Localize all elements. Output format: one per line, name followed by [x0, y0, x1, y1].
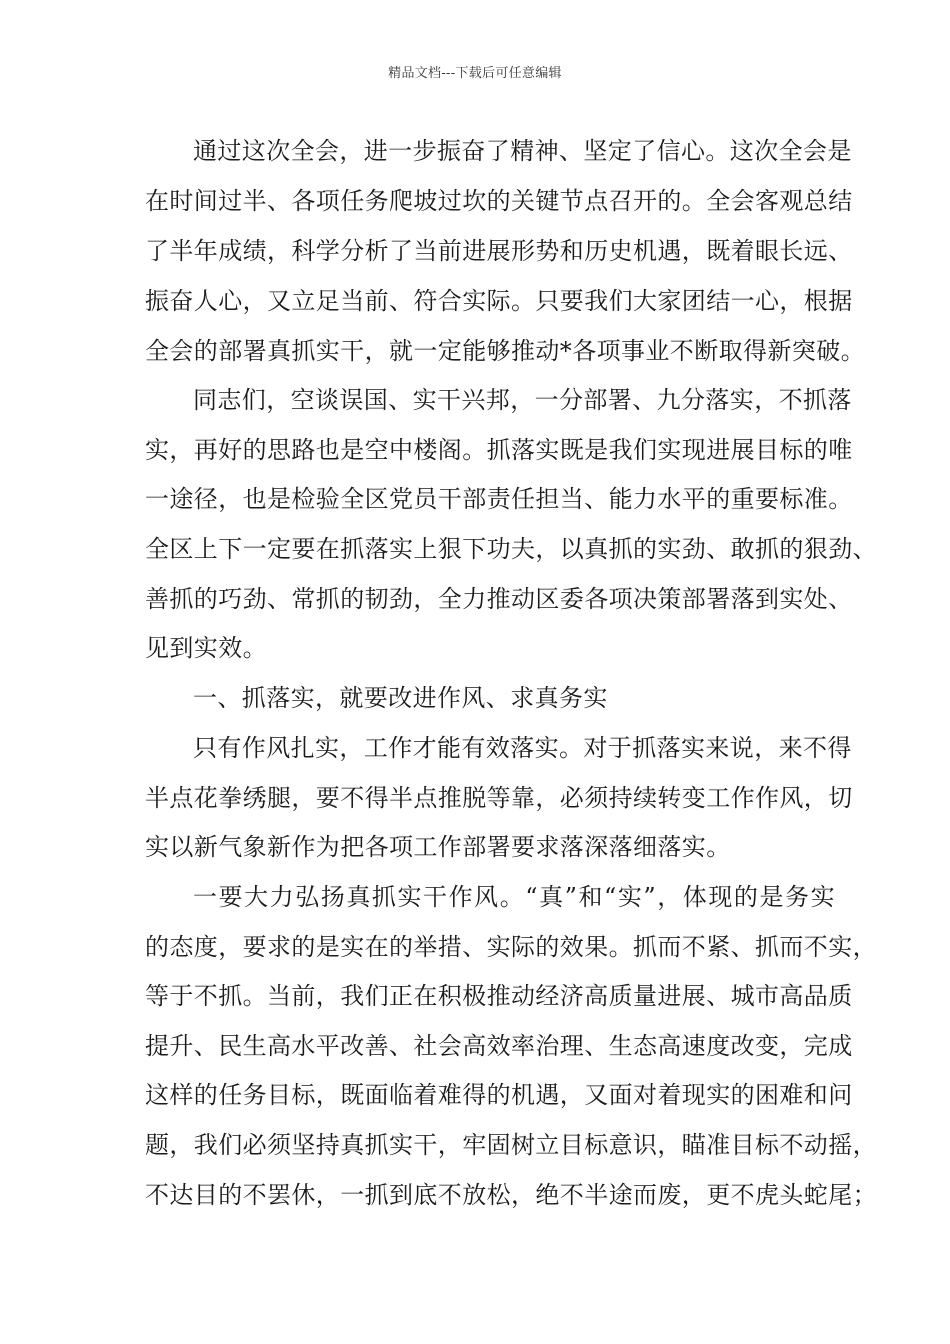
text-line: 振奋人心，又立足当前、符合实际。只要我们大家团结一心，根据 — [145, 287, 853, 315]
text-line: 提升、民生高水平改善、社会高效率治理、生态高速度改变，完成 — [145, 1032, 853, 1060]
page-header: 精品文档---下载后可任意编辑 — [388, 66, 562, 81]
text-line: 只有作风扎实，工作才能有效落实。对于抓落实来说，来不得 — [193, 734, 852, 762]
text-line: 实以新气象新作为把各项工作部署要求落深落细落实。 — [145, 833, 731, 861]
text-line: 见到实效。 — [145, 634, 267, 662]
text-line: 了半年成绩，科学分析了当前进展形势和历史机遇，既着眼长远、 — [145, 237, 853, 265]
text-line: 一要大力弘扬真抓实干作风。“真”和“实”，体现的是务实 — [193, 883, 835, 911]
text-line: 题，我们必须坚持真抓实干，牢固树立目标意识，瞄准目标不动摇， — [145, 1131, 877, 1159]
text-line: 实，再好的思路也是空中楼阁。抓落实既是我们实现进展目标的唯 — [145, 436, 853, 464]
text-line: 一途径，也是检验全区党员干部责任担当、能力水平的重要标准。 — [145, 485, 853, 513]
text-line: 的态度，要求的是实在的举措、实际的效果。抓而不紧、抓而不实， — [145, 933, 877, 961]
text-line: 等于不抓。当前，我们正在积极推动经济高质量进展、城市高品质 — [145, 982, 853, 1010]
text-line: 不达目的不罢休，一抓到底不放松，绝不半途而废，更不虎头蛇尾； — [145, 1181, 877, 1209]
text-line: 在时间过半、各项任务爬坡过坎的关键节点召开的。全会客观总结 — [145, 187, 853, 215]
text-line: 这样的任务目标，既面临着难得的机遇，又面对着现实的困难和问 — [145, 1081, 853, 1109]
text-line: 全区上下一定要在抓落实上狠下功夫，以真抓的实劲、敢抓的狠劲、 — [145, 535, 877, 563]
text-line: 善抓的巧劲、常抓的韧劲，全力推动区委各项决策部署落到实处、 — [145, 585, 853, 613]
text-line: 通过这次全会，进一步振奋了精神、坚定了信心。这次全会是 — [193, 137, 852, 165]
text-line: 全会的部署真抓实干，就一定能够推动*各项事业不断取得新突破。 — [145, 337, 865, 365]
section-heading: 一、抓落实，就要改进作风、求真务实 — [193, 684, 608, 712]
text-line: 同志们，空谈误国、实干兴邦，一分部署、九分落实，不抓落 — [193, 386, 852, 414]
text-line: 半点花拳绣腿，要不得半点推脱等靠，必须持续转变工作作风，切 — [145, 784, 853, 812]
